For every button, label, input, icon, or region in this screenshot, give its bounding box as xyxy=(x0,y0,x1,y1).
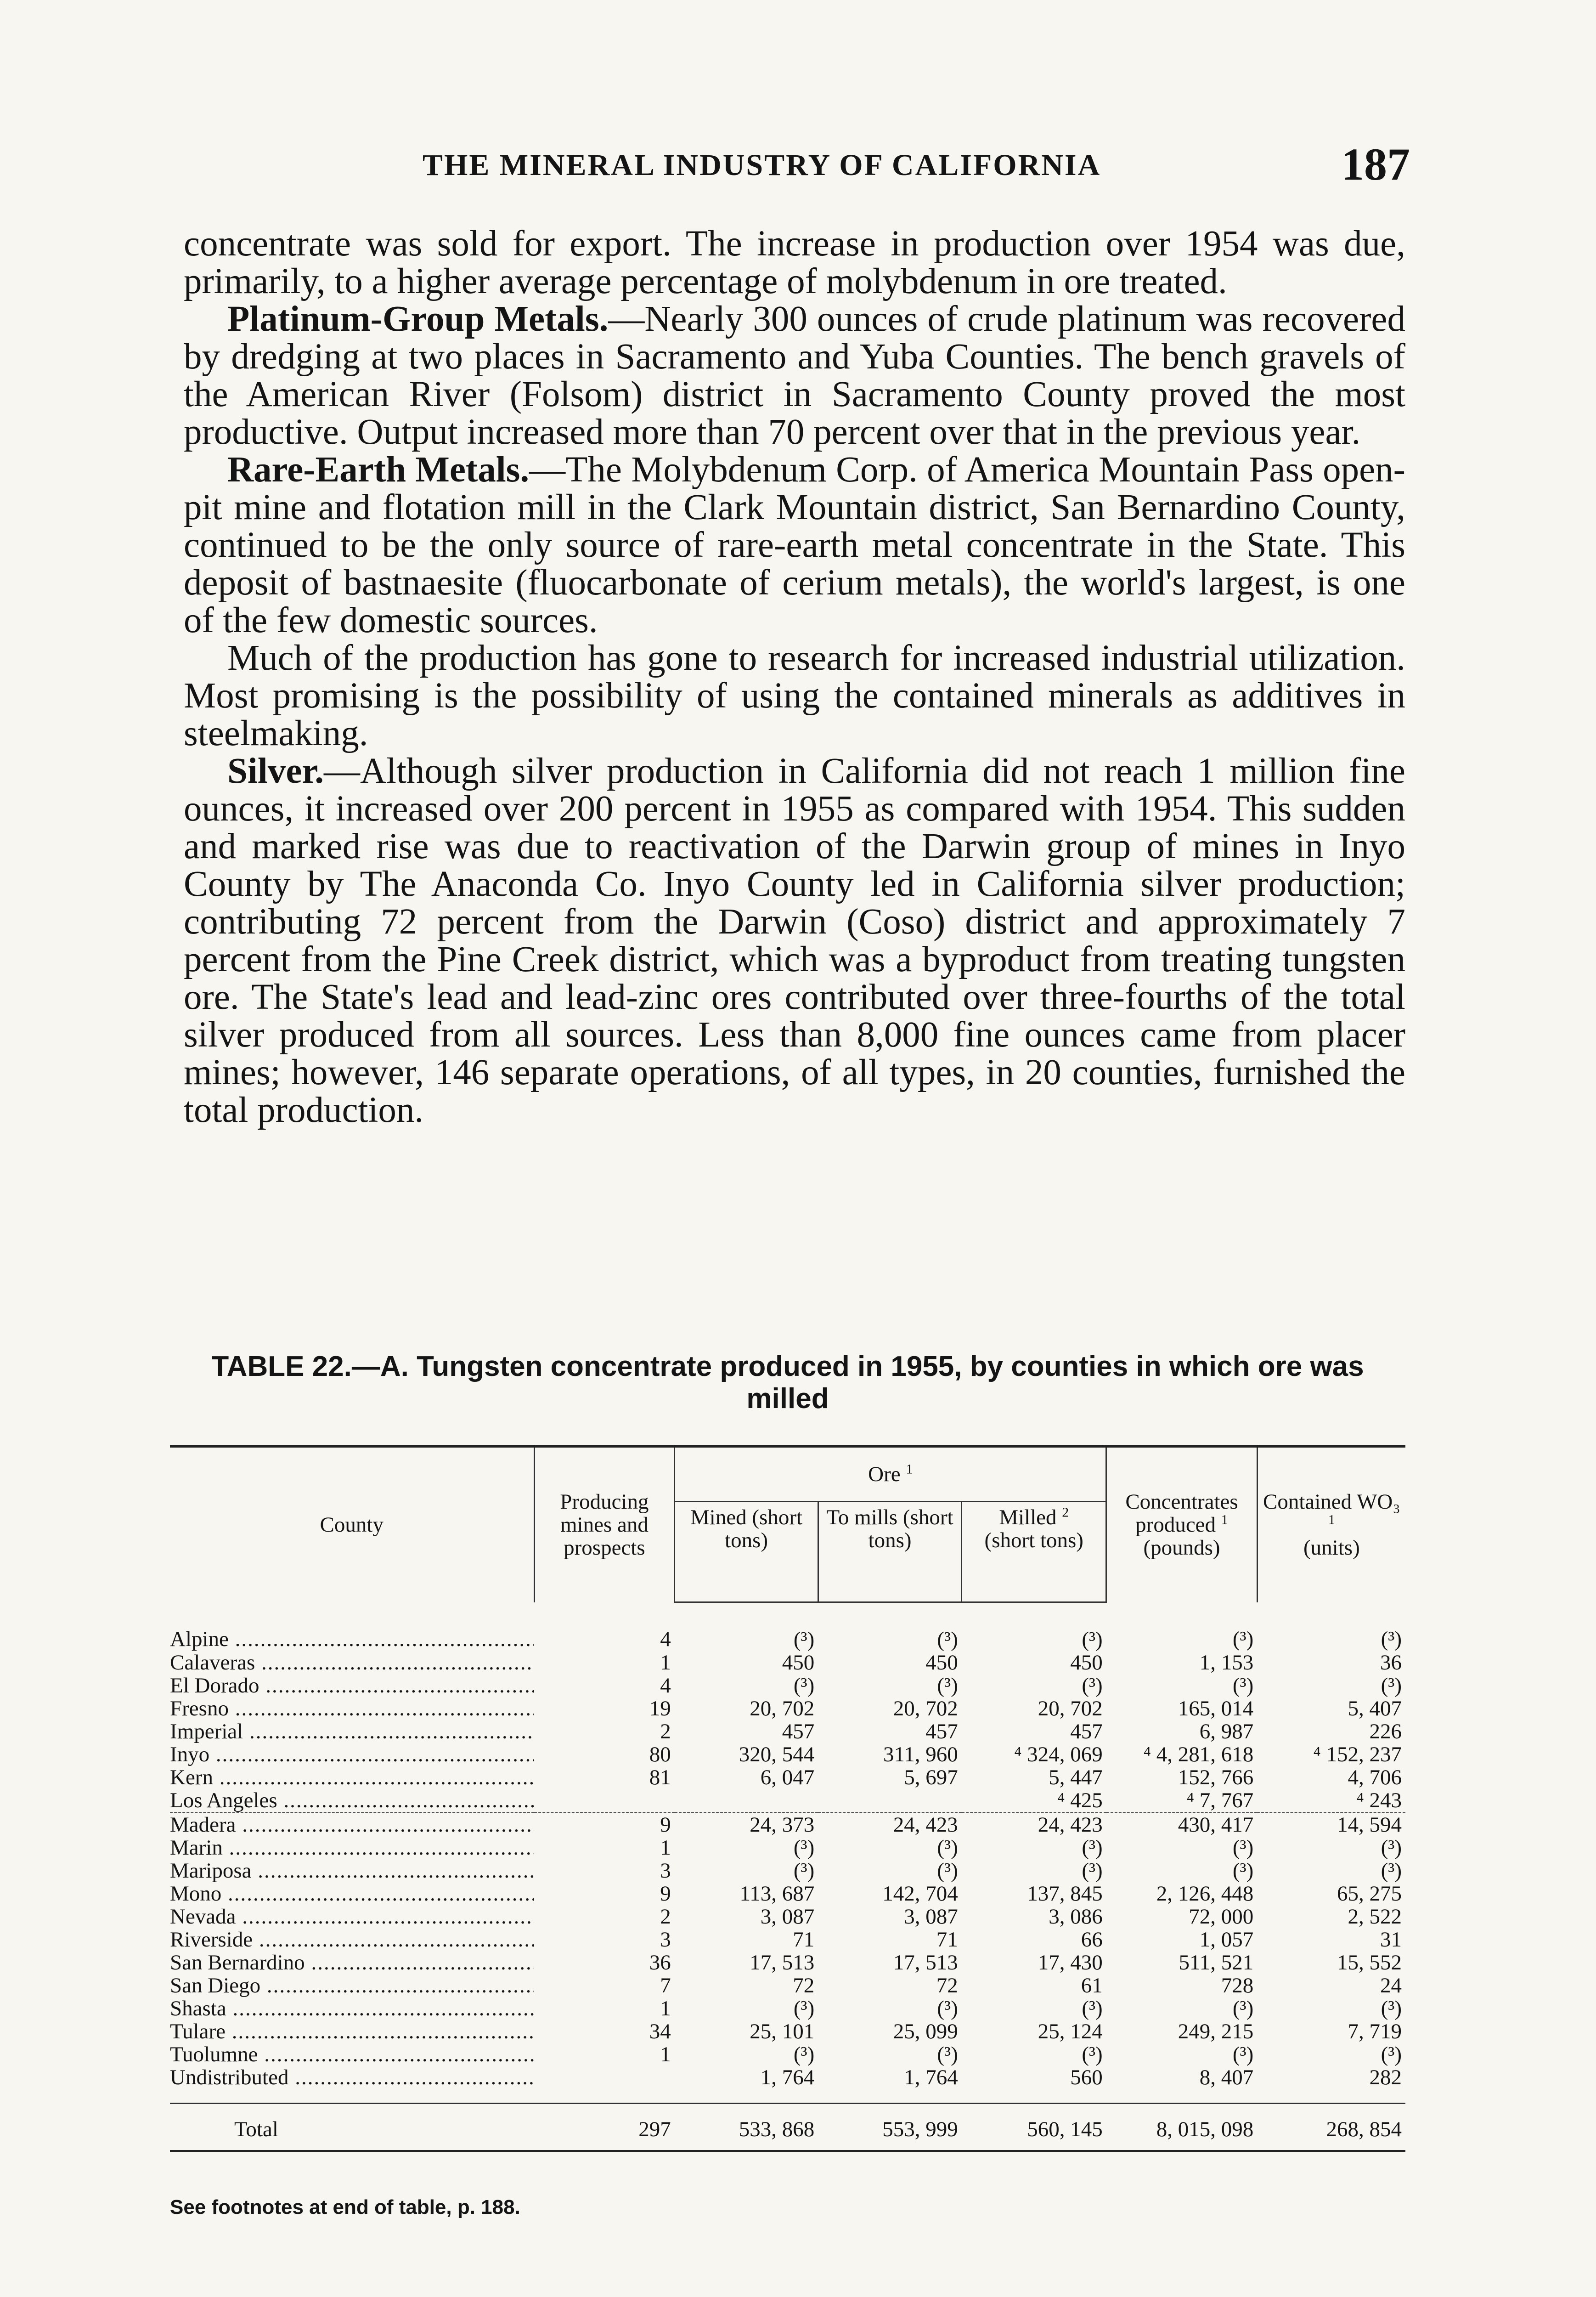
county-name: Mono ..... xyxy=(170,1882,534,1905)
table-row xyxy=(170,1651,1405,1674)
county-name: Los Angeles ..... xyxy=(170,1789,534,1813)
header-concentrates: Concentrates produced $^1$ (pounds) xyxy=(1106,1446,1258,1602)
cell-milled: 3, 086 xyxy=(1049,1905,1103,1929)
cell-to-mills: (³) xyxy=(937,1674,958,1697)
table-row xyxy=(170,1905,1405,1928)
cell-to-mills: 5, 697 xyxy=(904,1765,958,1789)
table-row xyxy=(170,1813,1405,1837)
cell-concentrates: (³) xyxy=(1232,1997,1254,2020)
cell-milled: 450 xyxy=(1070,1651,1103,1675)
footnote: See footnotes at end of table, p. 188. xyxy=(170,2196,520,2218)
cell-producing: 4 xyxy=(660,1627,671,1651)
table-row xyxy=(170,1997,1405,2020)
spacer-cell xyxy=(675,2089,818,2104)
county-name: Marin ..... xyxy=(170,1836,534,1859)
total-milled: 560, 145 xyxy=(962,2104,1106,2151)
cell-producing: 19 xyxy=(649,1697,671,1720)
cell-wo3: 4, 706 xyxy=(1348,1765,1402,1789)
table-row xyxy=(170,1859,1405,1882)
cell-to-mills: 17, 513 xyxy=(893,1951,958,1975)
county-name: San Diego ..... xyxy=(170,1974,534,1997)
cell-mined: (³) xyxy=(793,1628,815,1652)
cell-producing: 2 xyxy=(660,1720,671,1743)
cell-concentrates: 511, 521 xyxy=(1179,1951,1254,1975)
cell-producing: 80 xyxy=(649,1743,671,1766)
county-name: Riverside ..... xyxy=(170,1928,534,1951)
cell-wo3: (³) xyxy=(1381,1836,1402,1860)
cell-to-mills: 3, 087 xyxy=(904,1905,958,1929)
cell-wo3: 226 xyxy=(1369,1720,1402,1743)
cell-mined: 113, 687 xyxy=(739,1882,815,1906)
cell-wo3: 65, 275 xyxy=(1337,1882,1402,1906)
paragraph-molybdenum-end: concentrate was sold for export. The increase in production over 1954 was due, primarily, to a higher average percentage of molybdenum in ore treated. xyxy=(184,224,1405,301)
running-title: THE MINERAL INDUSTRY OF CALIFORNIA xyxy=(423,148,1101,182)
county-name: Imperial ..... xyxy=(170,1720,534,1743)
header-wo3: Contained WO₃ $^1$ (units) xyxy=(1257,1446,1405,1602)
cell-wo3: ⁴ 152, 237 xyxy=(1313,1743,1402,1766)
cell-to-mills: 24, 423 xyxy=(818,1813,962,1837)
cell-wo3: 2, 522 xyxy=(1348,1905,1402,1929)
county-name: Alpine ..... xyxy=(170,1602,534,1652)
cell-concentrates: 728 xyxy=(1221,1974,1254,1997)
cell-mined xyxy=(675,1789,818,1813)
header-to-mills: To mills (short tons) xyxy=(818,1502,962,1602)
table-caption: TABLE 22.—A. Tungsten concentrate produced in 1955, by counties in which ore was milled xyxy=(211,1351,1364,1414)
cell-to-mills: 457 xyxy=(925,1720,958,1743)
table-row xyxy=(170,2043,1405,2066)
total-to-mills: 553, 999 xyxy=(818,2104,962,2151)
cell-wo3: (³) xyxy=(1381,1674,1402,1697)
cell-concentrates: 1, 153 xyxy=(1199,1651,1254,1675)
total-row xyxy=(170,2104,1405,2151)
cell-milled: 137, 845 xyxy=(1027,1882,1103,1906)
spacer-cell xyxy=(534,2089,675,2104)
cell-wo3: 282 xyxy=(1369,2065,1402,2089)
total-producing: 297 xyxy=(534,2104,675,2151)
rare-earth-heading: Rare-Earth Metals. xyxy=(227,450,530,490)
cell-mined: 3, 087 xyxy=(760,1905,815,1929)
cell-to-mills: 142, 704 xyxy=(882,1882,958,1906)
county-name: Inyo ..... xyxy=(170,1743,534,1766)
cell-milled: 560 xyxy=(1070,2065,1103,2089)
header-milled: Milled $^2$ (short tons) xyxy=(962,1502,1106,1602)
cell-to-mills: 450 xyxy=(925,1651,958,1675)
county-name: Tuolumne ..... xyxy=(170,2043,534,2066)
cell-wo3: (³) xyxy=(1381,2042,1402,2066)
county-name: Nevada ..... xyxy=(170,1905,534,1928)
cell-concentrates: ⁴ 4, 281, 618 xyxy=(1143,1743,1254,1766)
cell-milled: ⁴ 324, 069 xyxy=(1014,1743,1103,1766)
cell-mined: 6, 047 xyxy=(760,1765,815,1789)
cell-wo3: 36 xyxy=(1380,1651,1402,1675)
cell-wo3: (³) xyxy=(1381,1859,1402,1883)
cell-to-mills xyxy=(818,1789,962,1813)
cell-producing: 1 xyxy=(660,1836,671,1860)
cell-concentrates: 1, 057 xyxy=(1199,1928,1254,1952)
cell-producing: 7 xyxy=(660,1974,671,1997)
cell-producing: 4 xyxy=(660,1674,671,1697)
cell-producing: 36 xyxy=(649,1951,671,1975)
table-row xyxy=(170,1951,1405,1974)
spacer-cell xyxy=(818,2089,962,2104)
cell-producing xyxy=(534,2066,675,2089)
cell-mined: 1, 764 xyxy=(760,2065,815,2089)
cell-producing: 9 xyxy=(660,1882,671,1906)
cell-mined: (³) xyxy=(793,1859,815,1883)
cell-concentrates: 152, 766 xyxy=(1178,1765,1254,1789)
total-label: Total xyxy=(170,2104,534,2151)
cell-milled: 61 xyxy=(1081,1974,1103,1997)
platinum-text: —Nearly 300 ounces of crude platinum was recovered by dredging at two places in Sacramento and Yuba Counties. The bench gravels of the American River (Folsom) district in Sacramento County proved the most productive. Output increased more than 70 percent over that in the previous year. xyxy=(184,299,1405,452)
cell-mined: (³) xyxy=(793,2042,815,2066)
cell-producing: 2 xyxy=(660,1905,671,1929)
cell-mined: 457 xyxy=(782,1720,815,1743)
county-name: Mariposa ..... xyxy=(170,1859,534,1882)
paragraph-platinum xyxy=(184,300,1405,451)
cell-milled: ⁴ 425 xyxy=(1057,1788,1103,1812)
cell-concentrates: 8, 407 xyxy=(1199,2065,1254,2089)
cell-producing: 1 xyxy=(660,1651,671,1675)
cell-milled: 66 xyxy=(1081,1928,1103,1952)
county-name: Fresno ..... xyxy=(170,1697,534,1720)
table-body xyxy=(170,1602,1405,2151)
cell-mined: 450 xyxy=(782,1651,815,1675)
cell-to-mills: (³) xyxy=(937,2042,958,2066)
cell-mined: 320, 544 xyxy=(739,1743,815,1766)
county-name: Calaveras ..... xyxy=(170,1651,534,1674)
cell-concentrates: 72, 000 xyxy=(1189,1905,1254,1929)
cell-concentrates: ⁴ 7, 767 xyxy=(1186,1788,1254,1812)
cell-producing: 3 xyxy=(660,1928,671,1952)
cell-wo3: 31 xyxy=(1380,1928,1402,1952)
table-row xyxy=(170,1766,1405,1789)
county-name: Undistributed ..... xyxy=(170,2066,534,2089)
cell-wo3: (³) xyxy=(1381,1997,1402,2020)
spacer-cell xyxy=(1106,2089,1258,2104)
cell-concentrates: (³) xyxy=(1232,1859,1254,1883)
rare-earth-text: —The Molybdenum Corp. of America Mountain Pass open-pit mine and flotation mill in the Clark Mountain district, San Bernardino County, continued to be the only source of rare-earth metal concentrate in the State. This deposit of bastnaesite (fluocarbonate of cerium metals), the world's largest, is one of the few domestic sources. xyxy=(184,450,1405,640)
table-row xyxy=(170,1789,1405,1813)
cell-milled: 25, 124 xyxy=(1038,2020,1103,2043)
cell-wo3: 5, 407 xyxy=(1348,1697,1402,1720)
cell-concentrates: (³) xyxy=(1232,1674,1254,1697)
cell-milled: (³) xyxy=(1082,1674,1103,1697)
cell-concentrates: 249, 215 xyxy=(1178,2020,1254,2043)
cell-milled: (³) xyxy=(1082,2042,1103,2066)
cell-producing: 1 xyxy=(660,2042,671,2066)
cell-to-mills: 20, 702 xyxy=(893,1697,958,1720)
cell-concentrates: 165, 014 xyxy=(1178,1697,1254,1720)
cell-to-mills: (³) xyxy=(937,1628,958,1652)
county-name: El Dorado ..... xyxy=(170,1674,534,1697)
county-name: Madera ..... xyxy=(170,1813,534,1837)
cell-mined: 71 xyxy=(793,1928,815,1952)
table-row xyxy=(170,1720,1405,1743)
cell-producing: 81 xyxy=(649,1765,671,1789)
cell-wo3: ⁴ 243 xyxy=(1356,1788,1402,1812)
cell-milled: (³) xyxy=(1082,1628,1103,1652)
cell-to-mills: 72 xyxy=(936,1974,958,1997)
paragraph-research: Much of the production has gone to research for increased industrial utilization. Most promising is the possibility of using the contained minerals as additives in steelmaking. xyxy=(184,638,1405,753)
cell-mined: 24, 373 xyxy=(675,1813,818,1837)
cell-concentrates: (³) xyxy=(1232,1627,1254,1651)
cell-concentrates: 6, 987 xyxy=(1199,1720,1254,1743)
header-producing: Producing mines and prospects xyxy=(534,1446,675,1602)
cell-mined: (³) xyxy=(793,1836,815,1860)
silver-heading: Silver. xyxy=(227,751,324,791)
cell-milled: 20, 702 xyxy=(1038,1697,1103,1720)
table-row xyxy=(170,1674,1405,1697)
cell-wo3: 15, 552 xyxy=(1337,1951,1402,1975)
page-header xyxy=(179,138,1410,198)
platinum-heading: Platinum-Group Metals. xyxy=(227,299,609,339)
cell-to-mills: 1, 764 xyxy=(904,2065,958,2089)
cell-milled: (³) xyxy=(1082,1836,1103,1860)
cell-concentrates: (³) xyxy=(1232,1836,1254,1860)
table-row xyxy=(170,1836,1405,1859)
total-wo3: 268, 854 xyxy=(1257,2104,1405,2151)
spacer-row xyxy=(170,2089,1405,2104)
cell-producing xyxy=(534,1789,675,1813)
table-row xyxy=(170,1882,1405,1905)
cell-to-mills: (³) xyxy=(937,1859,958,1883)
cell-milled: 24, 423 xyxy=(962,1813,1106,1837)
total-concentrates: 8, 015, 098 xyxy=(1106,2104,1258,2151)
cell-mined: 72 xyxy=(793,1974,815,1997)
header-ore: Ore $^1$ xyxy=(675,1446,1106,1502)
cell-to-mills: 71 xyxy=(936,1928,958,1952)
spacer-cell xyxy=(962,2089,1106,2104)
cell-wo3: 24 xyxy=(1380,1974,1402,1997)
cell-milled: 17, 430 xyxy=(1038,1951,1103,1975)
cell-concentrates: 2, 126, 448 xyxy=(1156,1882,1254,1906)
cell-wo3: 14, 594 xyxy=(1257,1813,1405,1837)
cell-to-mills: (³) xyxy=(937,1836,958,1860)
county-name: Shasta ..... xyxy=(170,1997,534,2020)
cell-milled: 457 xyxy=(1070,1720,1103,1743)
county-name: Kern ..... xyxy=(170,1766,534,1789)
header-mined: Mined (short tons) xyxy=(675,1502,818,1602)
cell-producing: 3 xyxy=(660,1859,671,1883)
cell-mined: 25, 101 xyxy=(750,2020,815,2043)
cell-producing: 34 xyxy=(649,2020,671,2043)
header-county: County xyxy=(320,1513,383,1537)
cell-mined: 17, 513 xyxy=(750,1951,815,1975)
table-row xyxy=(170,2020,1405,2043)
total-mined: 533, 868 xyxy=(675,2104,818,2151)
cell-concentrates: (³) xyxy=(1232,2042,1254,2066)
table-row xyxy=(170,1974,1405,1997)
silver-text: —Although silver production in California did not reach 1 million fine ounces, it increased over 200 percent in 1955 as compared with 1954. This sudden and marked rise was due to reactivation of the Darwin group of mines in Inyo County by The Anaconda Co. Inyo County led in California silver production; contributing 72 percent from the Darwin (Coso) district and approximately 7 percent from the Pine Creek district, which was a byproduct from treating tungsten ore. The State's lead and lead-zinc ores contributed over three-fourths of the total silver produced from all sources. Less than 8,000 fine ounces came from placer mines; however, 146 separate operations, of all types, in 20 counties, furnished the total production. xyxy=(184,751,1405,1130)
tungsten-table xyxy=(170,1445,1405,2152)
table-row xyxy=(170,1697,1405,1720)
cell-wo3: 7, 719 xyxy=(1348,2020,1402,2043)
spacer-cell xyxy=(1257,2089,1405,2104)
cell-to-mills: 311, 960 xyxy=(883,1743,958,1766)
cell-concentrates: 430, 417 xyxy=(1106,1813,1258,1837)
paragraph-silver xyxy=(184,752,1405,1129)
county-name: Tulare ..... xyxy=(170,2020,534,2043)
page-number: 187 xyxy=(1341,139,1410,190)
cell-milled: (³) xyxy=(1082,1859,1103,1883)
cell-to-mills: 25, 099 xyxy=(893,2020,958,2043)
spacer-cell xyxy=(170,2089,534,2104)
body-text xyxy=(184,225,1405,1129)
cell-mined: (³) xyxy=(793,1997,815,2020)
cell-mined: 20, 702 xyxy=(750,1697,815,1720)
cell-mined: (³) xyxy=(793,1674,815,1697)
table-row xyxy=(170,1602,1405,1652)
cell-to-mills: (³) xyxy=(937,1997,958,2020)
paragraph-rare-earth xyxy=(184,451,1405,639)
cell-milled: 5, 447 xyxy=(1049,1765,1103,1789)
table-row xyxy=(170,1928,1405,1951)
cell-wo3: (³) xyxy=(1381,1627,1402,1651)
cell-producing: 1 xyxy=(660,1997,671,2020)
county-name: San Bernardino ..... xyxy=(170,1951,534,1974)
cell-producing: 9 xyxy=(534,1813,675,1837)
table-row xyxy=(170,2066,1405,2089)
table-row xyxy=(170,1743,1405,1766)
cell-milled: (³) xyxy=(1082,1997,1103,2020)
